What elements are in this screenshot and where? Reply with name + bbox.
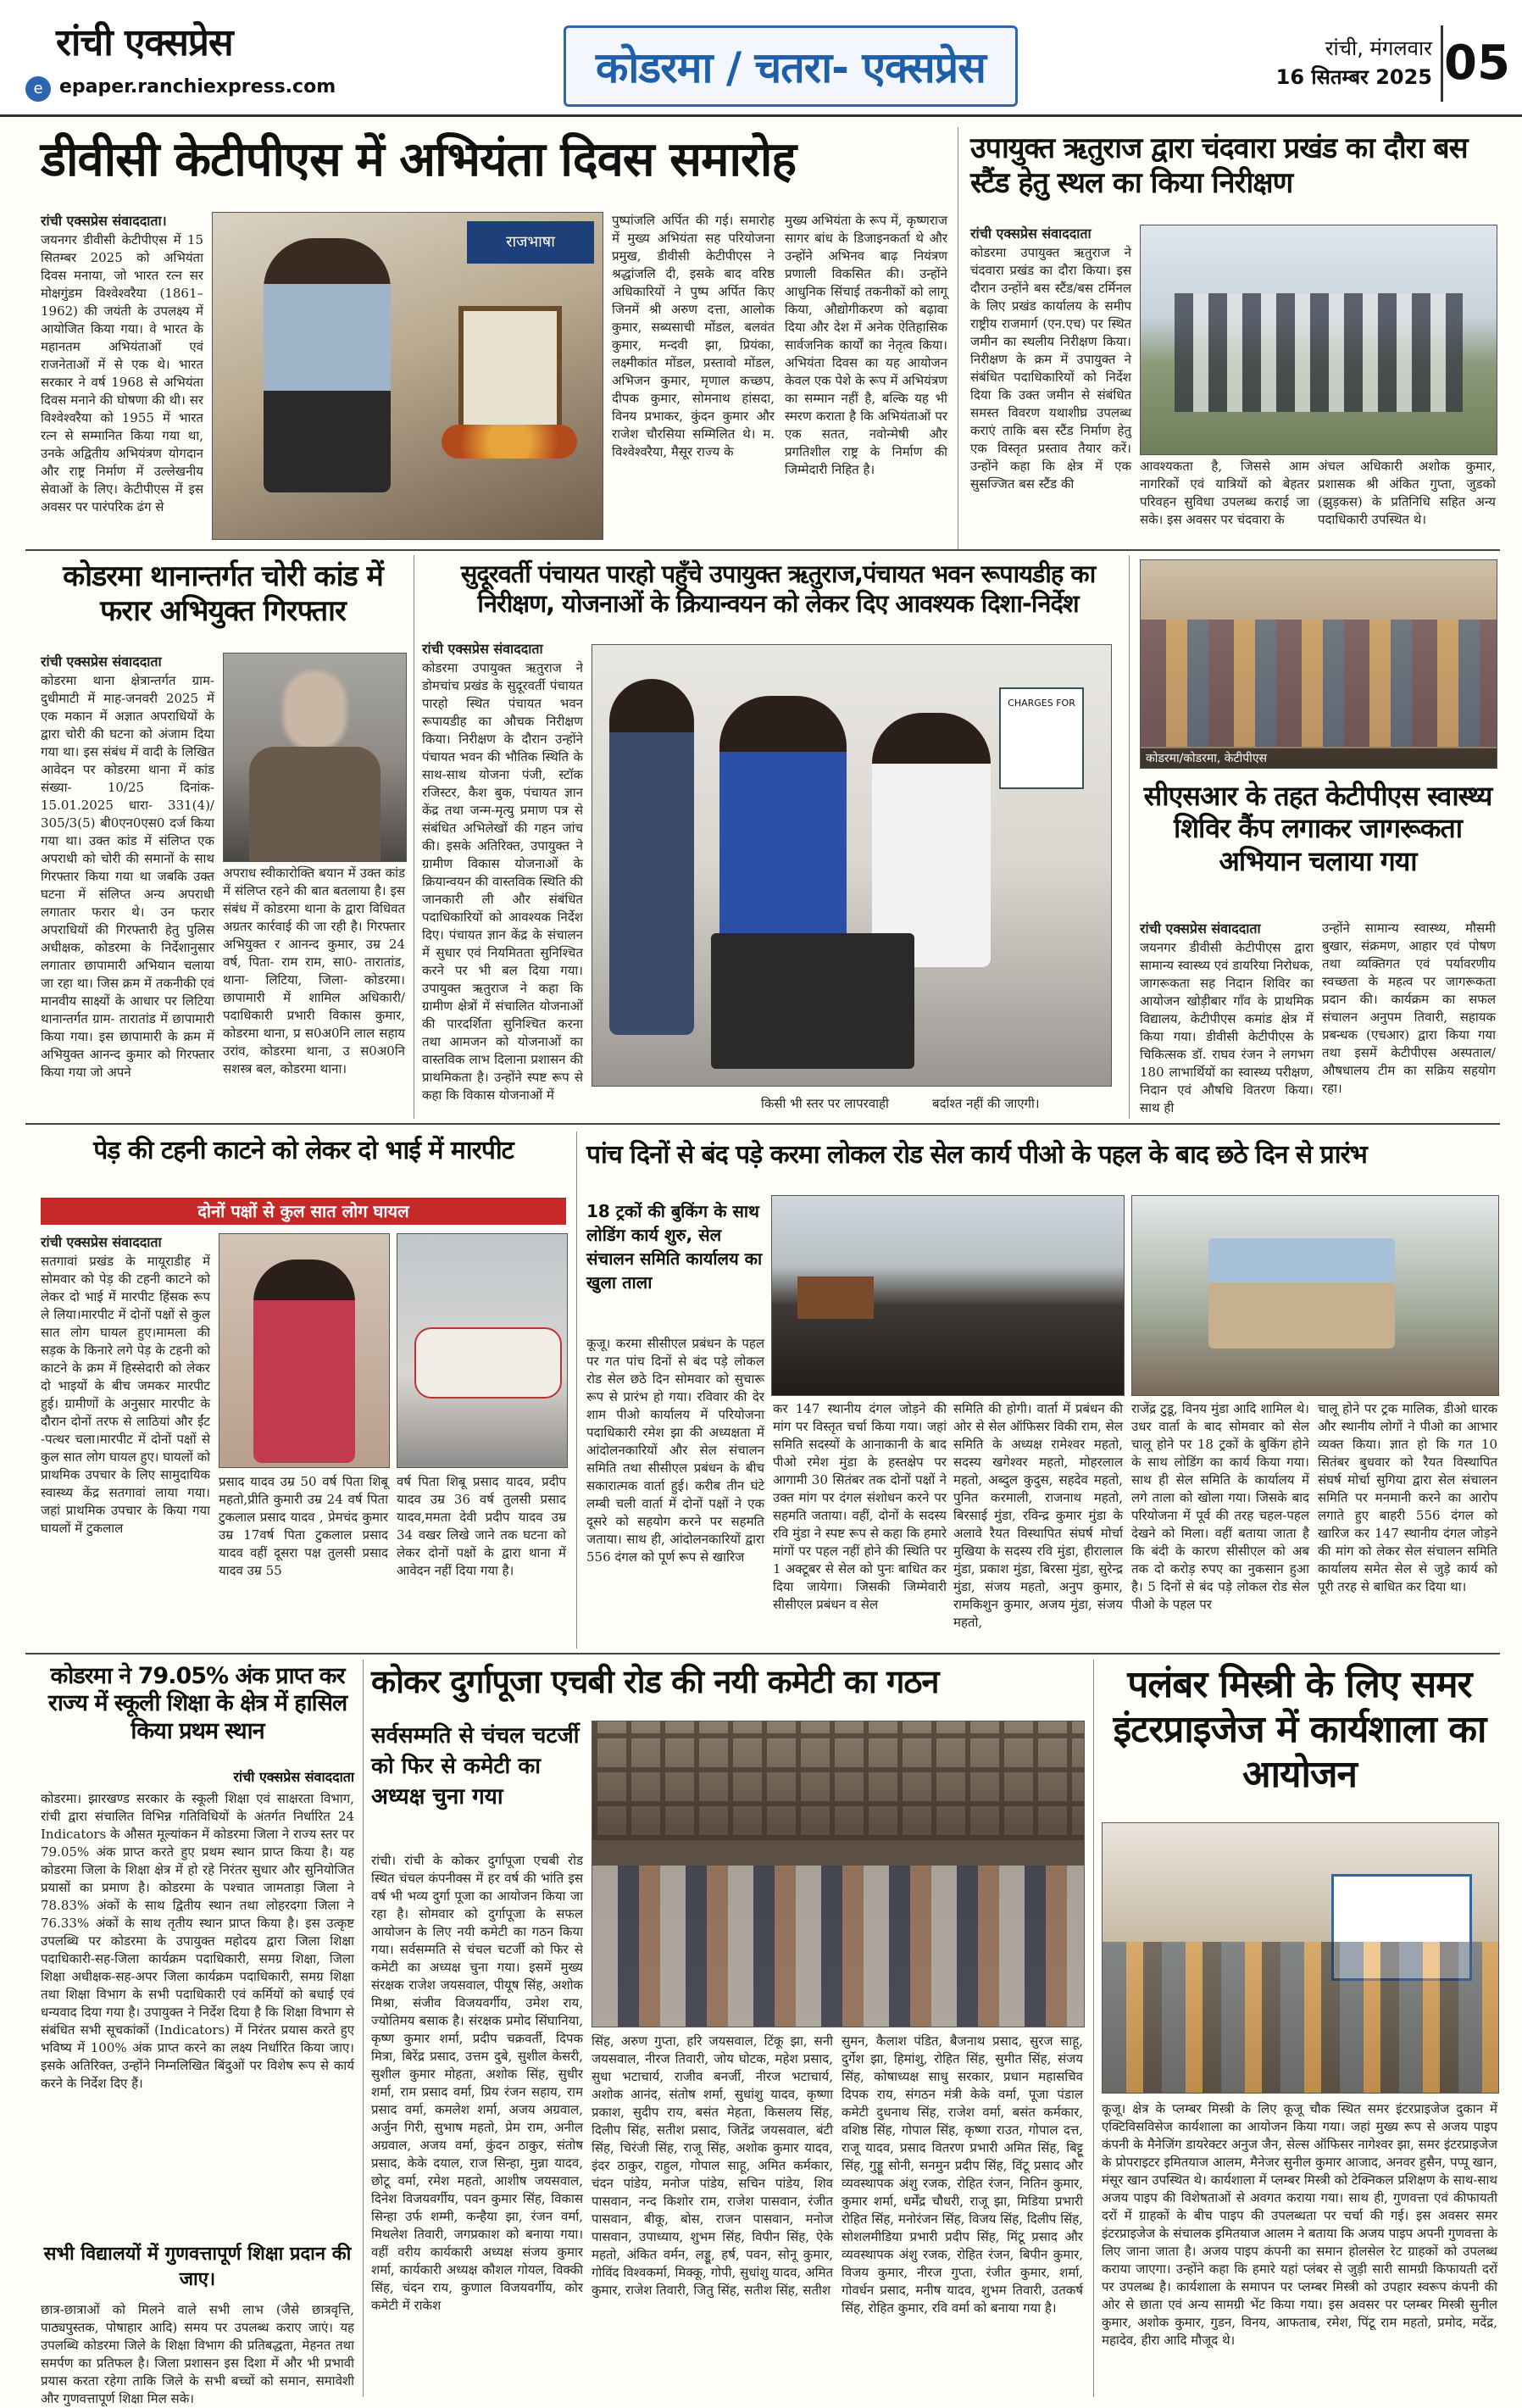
branch-col-1 (41, 1233, 210, 1644)
branch-headline: पेड़ की टहनी काटने को लेकर दो भाई में मारपीट (93, 1136, 514, 1165)
dc-visit-col-2: आवश्यकता है, जिससे आम नागरिकों एवं यात्रियों को बेहतर परिवहन सुविधा उपलब्ध कराई जा सके। इस अवसर पर चंदवारा के (1140, 459, 1309, 527)
school-text-1: कोडरमा। झारखण्ड सरकार के स्कूली शिक्षा एवं साक्षरता विभाग, रांची द्वारा संचालित विभिन्न गतिविधियों के अंतर्गत निर्धारित 24 Indicators के औसत मूल्यांकन में कोडरमा जिला ने राज्य स्तर पर 79.05% अंक प्राप्त करते हुए प्रथम स्थान प्राप्त किया है। यह कोडरमा जिला के शिक्षा क्षेत्र में हो रहे निरंतर सुधार और सुनियोजित प्रयासों का प्रमाण है। कोडरमा के पश्चात जामताड़ा जिला ने 78.83% अंकों के साथ द्वितीय स्थान तथा लोहरदगा जिला ने 76.33% अंकों के साथ तृतीय स्थान प्राप्त किया है। इस उत्कृष्ट उपलब्धि पर कोडरमा के उपायुक्त महोदय द्वारा जिला शिक्षा पदाधिकारी-सह-जिला कार्यक्रम पदाधिकारी, समग्र शिक्षा, जिला शिक्षा अधीक्षक-सह-अपर जिला कार्यक्रम पदाधिकारी, समग्र शिक्षा तथा शिक्षा विभाग के सभी पदाधिकारी एवं कर्मियों को बधाई एवं धन्यवाद दिया गया है। उपायुक्त ने निर्देश दिया है कि शिक्षा विभाग से संबंधित सभी सूचकांकों (Indicators) में निरंतर प्रयास करते हुए भविष्य में 100% अंक प्राप्त करने का लक्ष्य निर्धारित किया जाए। इसके अतिरिक्त, उन्होंने निम्नलिखित बिंदुओं पर विशेष रूप से कार्य करने के निर्देश दिए हैं। (41, 1791, 355, 2091)
plumber-text: कूजू। क्षेत्र के प्लम्बर मिस्त्री के लिए कूजू चौक स्थित समर इंटरप्राइजेज दुकान में एक्टिविसविसेज कार्यशाला का आयोजन किया गया। जहां मुख्य रूप से अजय पाइप कंपनी के मैनेजिंग डायरेक्टर अनुज जैन, सेल्स ऑफिसर नागेश्वर झा, समर इंटरप्राइजेज के प्रोपराइटर इमितयाज आलम, मैनेजर सुनील कुमार आजाद, अनवर हुसैन, पप्पू खान, मंसूर खान उपस्थित थे। कार्यशाला में प्लम्बर मिस्त्री को टेक्निकल प्रशिक्षण के साथ-साथ अजय पाइप की विशेषताओं से अवगत कराया गया। साथ ही, गुणवत्ता एवं कीफायती दरों में ग्राहकों के बीच पाइप की उपलब्धता पर चर्चा की गई। इस अवसर समर इंटरप्राइजेज के संचालक इमितयाज आलम ने बताया कि अजय पाइप अपनी गुणवत्ता के लिए जाना जाता है। अजय पाइप कंपनी का समान होलसेल रेट ग्राहकों को उपलब्ध कराया जाएगा। उन्होंने कहा कि हमारे यहां प्लंबर से जुड़ी सारी सामग्री किफायती दरों पर उपलब्ध है। कार्यशाला के समापन पर प्लम्बर मिस्त्री को उपहार स्वरूप कंपनी की ओर से छाता एवं अन्य सामग्री भेंट किया गया। इस अवसर पर प्लम्बर मिस्त्री सुनील कुमार, अशोक कुमार, गुडन, विनय, आफताब, रमेश, पिंटू राम महतो, प्रमोद, मदेंद्र, महादेव, हीरा आदि मौजूद थे। (1102, 2101, 1497, 2348)
plumbers-group (1103, 1942, 1498, 2093)
group-of-officials (1175, 293, 1463, 412)
man-on-bed (414, 1327, 562, 1399)
dc-visit-byline: रांची एक्सप्रेस संवाददाता (970, 225, 1092, 242)
epaper-url[interactable]: epaper.ranchiexpress.com (59, 76, 336, 97)
truck (797, 1276, 874, 1319)
parho-text-1: कोडरमा उपायुक्त ऋतुराज ने डोमचांच प्रखंड के सुदूरवर्ती पंचायत पारहो स्थित पंचायत भवन रूपायडीह का औचक निरीक्षण किया। निरीक्षण के दौरान उन्होंने पंचायत भवन की भौतिक स्थिति के साथ-साथ योजना पंजी, स्टॉक रजिस्टर, कैश बुक, पंचायत ज्ञान केंद्र तथा जन्म-मृत्यु प्रमाण पत्र से संबंधित अभिलेखों की गहन जांच की। इसके अतिरिक्त, उपायुक्त ने ग्रामीण विकास योजनाओं के क्रियान्वयन की वास्तविक स्थिति की जानकारी ली और संबंधित पदाधिकारियों को आवश्यक निर्देश दिए। पंचायत ज्ञान केंद्र के संचालन में सुधार एवं नियमितता सुनिश्चित करने पर भी बल दिया गया। उपायुक्त ऋतुराज ने कहा कि ग्रामीण क्षेत्रों में संचालित योजनाओं की पारदर्शिता सुनिश्चित करना तथा आमजन को योजनाओं का वास्तविक लाभ दिलाना प्रशासन की प्राथमिकता है। उन्होंने स्पष्ट रूप से कहा कि विकास योजनाओं में (422, 660, 583, 1103)
notice-poster: CHARGES FOR (999, 687, 1084, 789)
person-figure (264, 238, 391, 492)
woman-figure (253, 1260, 355, 1463)
flower-garland (442, 425, 577, 459)
durga-col-3: सुमन, कैलाश पंडित, बैजनाथ प्रसाद, सुरज साहू, दुर्गेश झा, हिमांशु, रोहित सिंह, सुमीत सिंह, संजय सिंह, कोषाध्यक्ष साधु सरकार, प्रधान महासचिव दिपक राय, संगठन मंत्री केके वर्मा, पूजा पंडाल कमेटी दुधनाथ सिंह, राजेश वर्मा, बसंत कर्मकार, वशिष्ठ सिंह, गोपाल सिंह, कृष्णा राउत, गोपाल दत्त, राजू यादव, प्रसाद वितरण प्रभारी अमित सिंह, बिट्टू सिंह, गुड्डू सोनी, सनमुन प्रदीप सिंह, विंटू प्रसाद और व्यवस्थापक अंशु रजक, रोहित रंजन, नितिन कुमार, कुमार शर्मा, धर्मेंद्र चौधरी, राजू झा, मिडिया प्रभारी रोहित सिंह, मनोरंजन सिंह, विजय सिंह, दिलीप सिंह, सोशलमीडिया प्रभारी प्रदीप सिंह, मिंटू प्रसाद और व्यवस्थापक अंशु रजक, रोहित रंजन, बिपीन कुमार, विजय कुमार, नीरज गुप्ता, रंजीत कुमार, शर्मा, गोवर्धन प्रसाद, मनीष यादव, शुभम तिवारी, उतकर्ष सिंह, रोहित कुमार, रवि वर्मा को बनाया गया है। (842, 2033, 1083, 2316)
committee-meeting-photo (592, 1721, 1085, 2027)
coal-yard-photo (771, 1195, 1125, 1396)
dvc-banner: राजभाषा (467, 221, 594, 264)
csr-photo-caption: कोडरमा/कोडरमा, केटीपीएस (1141, 748, 1497, 768)
karma-col-1: कूजू। करमा सीसीएल प्रबंधन के पहल पर गत पांच दिनों से बंद पड़े लोकल रोड सेल छठे दिन सोमवार को सुचारू रूप से प्रारंभ हो गया। रविवार की देर शाम पीओ कार्यालय में परियोजना पदाधिकारी रमेश झा की अध्यक्षता में आंदोलनकारियों और सेल संचालन समिति तथा सीसीएल प्रबंधन के बीच सकारात्मक वार्ता हुई। करीब तीन घंटे लम्बी चली वार्ता में दोनों पक्षों ने एक दूसरे को सहयोग करने पर सहमति जताया। साथ ही, आंदोलनकारियों द्वारा 556 दंगल को पूर्ण रूप से खारिज (586, 1336, 764, 1565)
parho-col-1 (422, 640, 583, 1103)
branch-col-2: प्रसाद यादव उम्र 50 वर्ष पिता शिबू महतो,प्रीति कुमारी उम्र 24 वर्ष पिता टुकलाल प्रसाद यादव , प्रेमचंद कुमार उम्र 17वर्ष पिता टुकलाल प्रसाद यादव वहीं दूसरा पक्ष तुलसी प्रसाद यादव उम्र 55 (219, 1474, 388, 1578)
workshop-photo (1102, 1822, 1499, 2094)
torso (249, 747, 380, 861)
section-header (564, 25, 1018, 107)
dc-visit-col-3: अंचल अधिकारी अशोक कुमार, प्रशासक श्री अंकित गुप्ता, जुडको (झुड़कस) के प्रतिनिधि सहित अन्य पदाधिकारी उपस्थित थे। (1318, 459, 1496, 527)
csr-headline: सीएसआर के तहत केटीपीएस स्वास्थ्य शिविर कैंप लगाकर जागरूकता अभियान चलाया गया (1143, 780, 1492, 877)
page-number: 05 (1441, 25, 1511, 102)
branch-byline: रांची एक्सप्रेस संवाददाता (41, 1234, 162, 1250)
karma-col-5: चालू होने पर ट्रक मालिक, डीओ धारक और स्थानीय लोगों ने पीओ का आभार व्यक्त किया। ज्ञात हो कि गत 10 सितंबर बुधवार को रैयत विस्थापित संघर्ष मोर्चा सुगिया द्वारा सेल संचालन समिति पर मनमानी करने का आरोप लगाते हुए बाहरी 556 दंगल को खारिज कर 147 स्थानीय दंगल जोड़ने की मांग को लेकर सेल संचालन समिति कार्यालय समेत सेल से जुड़े कार्य को पूरी तरह से बाधित कर दिया था। (1318, 1401, 1497, 1594)
dvc-byline: रांची एक्सप्रेस संवाददाता। (41, 213, 167, 229)
column-divider (576, 1132, 577, 1649)
dc-visit-photo (1140, 225, 1497, 455)
column-divider (1093, 1660, 1094, 2397)
parho-byline: रांची एक्सप्रेस संवाददाता (422, 641, 543, 657)
csr-byline: रांची एक्सप्रेस संवाददाता (1140, 920, 1261, 937)
blurred-face (283, 670, 347, 751)
globe-icon: e (25, 76, 51, 102)
scaffolding (592, 1721, 1084, 1840)
officer-white-shirt (872, 713, 991, 967)
theft-text-1: कोडरमा थाना क्षेत्रान्तर्गत ग्राम- दुधीमाटी में माह-जनवरी 2025 में एक मकान में अज्ञात अपराधियों के द्वारा चोरी की घटना को अंजाम दिया गया था। इस संबंध में वादी के लिखित आवेदन पर कोडरमा थाना में कांड संख्या- 10/25 दिनांक- 15.01.2025 धारा- 331(4)/ 305/3(5) बी0एन0एस0 दर्ज किया गया था। उक्त कांड में संलिप्त एक अपराधी को चोरी की समानों के साथ गिरफ्तार किया गया था जबकि उक्त घटना में संलिप्त अन्य अपराधी लगातार फरार थे। उन फरार अपराधियों की गिरफ्तारी हेतु पुलिस अधीक्षक, कोडरमा के निर्देशानुसार लगातार छापामारी अभियान चलाया जा रहा था। जिस क्रम में तकनीकी एवं मानवीय साक्ष्यों के आधार पर लिटिया थानान्तर्गत ग्राम- तारातांड में छापामारी किया गया। इस छापामारी के क्रम में अभियुक्त आनन्द कुमार को गिरफ्तार किया गया जो अपने (41, 673, 214, 1080)
newspaper-logo[interactable] (25, 15, 500, 104)
csr-photo (1140, 559, 1497, 769)
dvc-text-1: जयनगर डीवीसी केटीपीएस में 15 सितम्बर 2025 को अभियंता दिवस मनाया, जो भारत रत्न सर मोक्षगुंडम विश्वेश्वरैया (1861–1962) की जयंती के उपलक्ष्य में आयोजित किया गया। वे भारत के महानतम अभियंताओं एवं राजनेताओं में से एक थे। भारत सरकार ने वर्ष 1968 से अभियंता दिवस मनाने की घोषणा की थी। सर विश्वेश्वरैया को 1955 में भारत रत्न से सम्मानित किया गया था, उनके अद्वितीय अभियंत्रण योगदान और राष्ट्र निर्माण में उल्लेखनीय सेवाओं के लिए। केटीपीएस में इस अवसर पर पारंपरिक ढंग से (41, 232, 203, 514)
theft-headline: कोडरमा थानान्तर्गत चोरी कांड में फरार अभियुक्त गिरफ्तार (63, 559, 383, 628)
dvc-photo (212, 212, 603, 540)
dvc-headline: डीवीसी केटीपीएस में अभियंता दिवस समारोह (41, 132, 797, 187)
karma-col-4: राजेंद्र टुडू, विनय मुंडा आदि शामिल थे। उधर वार्ता के बाद सोमवार को सेल चालू होने पर 18 ट्रकों के बुकिंग होने के साथ लोडिंग का कार्य किया गया। साथ ही सेल समिति के कार्यालय में लगे ताला को खोला गया। जिसके बाद परियोजना में पूर्व की तरह चहल-पहल देखने को मिला। वहीं बताया जाता है कि बंदी के कारण सीसीएल को अब तक दो करोड़ रुपए का नुकसान हुआ है। 5 दिनों से बंद पड़े लोकल रोड सेल पीओ के पहल पर (1131, 1401, 1309, 1612)
dvc-col-3: मुख्य अभियंता के रूप में, कृष्णराज सागर बांध के डिजाइनकर्ता थे और उन्होंने अभिनव बाढ़ नियंत्रण प्रणाली विकसित की। उन्होंने आधुनिक सिंचाई तकनीकों को लागू किया, औद्योगीकरण को बढ़ावा दिया और देश में अनेक ऐतिहासिक सार्वजनिक कार्यों का नेतृत्व किया। अभियंता दिवस का यह आयोजन केवल एक पेशे के रूप में अभियंत्रण का सम्मान नहीं है, बल्कि यह भी स्मरण कराता है कि अभियंताओं पर एक सतत, नवोन्मेषी और प्रगतिशील राष्ट्र के निर्माण की जिम्मेदारी निहित है। (785, 213, 947, 477)
desk-laptop (711, 933, 914, 1069)
csr-col-1 (1140, 920, 1314, 1115)
karma-subhead: 18 ट्रकों की बुकिंग के साथ लोडिंग कार्य शुरु, सेल संचालन समिति कार्यालय का खुला ताला (586, 1201, 763, 1293)
karma-headline: पांच दिनों से बंद पड़े करमा लोकल रोड सेल कार्य पीओ के पहल के बाद छठे दिन से प्रारंभ (586, 1140, 1367, 1170)
parho-photo (592, 644, 1112, 1087)
branch-subbar: दोनों पक्षों से कुल सात लोग घायल (41, 1198, 566, 1225)
column-divider (1129, 555, 1130, 1119)
logo-title: रांची एक्सप्रेस (56, 21, 233, 64)
row-divider (25, 1123, 1500, 1125)
durga-col-2: सिंह, अरुण गुप्ता, हरि जयसवाल, टिंकू झा, सनी जयसवाल, नीरज तिवारी, जोय घोटक, महेश प्रसाद, सुधा भटाचार्य, राजीव बनर्जी, नीरज भटाचार्य, अशोक आनंद, संतोष शर्मा, सुधांशु यादव, कृष्णा प्रकाश, सुदीप राय, बसंत मेहता, किसलय सिंह, दिलीप सिंह, सतीश प्रसाद, जितेंद्र जयसवाल, बंटी सिंह, चिरंजी सिंह, राजू सिंह, अशोक कुमार यादव, इंदर ठाकुर, राहुल, गोपाल साहू, अमित कर्मकार, चंदन पांडेय, मनोज पांडेय, सचिन पांडेय, शिव पासवान, नन्द किशोर राम, राजेश पासवान, रंजीत पासवान, बीकू, बोस, राजन पासवान, मनोज पासवान, उपाध्याय, शुभम सिंह, विपीन सिंह, ऐके महतो, अंकित वर्मन, लड्डू, हर्ष, पवन, सोनू कुमार, गोविंद विश्वकर्मा, मिक्कू, गोपी, सुधांशु यादव, अमित कुमार, राजेश तिवारी, जितु सिंह, सतीश सिंह, सतीश (592, 2033, 833, 2298)
section-title: कोडरमा / चतरा- एक्सप्रेस (596, 43, 986, 92)
column-divider (363, 1660, 364, 2397)
parho-headline: सुदूरवर्ती पंचायत पारहो पहुँचे उपायुक्त ऋतुराज,पंचायत भवन रूपायडीह का निरीक्षण, योजनाओं के क्रियान्वयन को लेकर दिए आवश्यक दिशा-निर्देश (460, 559, 1096, 618)
school-headline: कोडरमा ने 79.05% अंक प्राप्त कर राज्य में स्कूली शिक्षा के क्षेत्र में हासिल किया प्रथम स्थान (47, 1663, 347, 1744)
city-day: रांची, मंगलवार (1325, 36, 1432, 60)
csr-text-1: जयनगर डीवीसी केटीपीएस द्वारा सामान्य स्वास्थ्य एवं डायरिया निरोधक, जागरूकता सह निदान शिविर का आयोजन खोड़ीबार गाँव के प्राथमिक विद्यालय, केटीपीएस कमांड क्षेत्र में किया गया। डीवीसी केटीपीएस के चिकित्सक डॉ. राघव रंजन ने लगभग 180 लाभार्थियों का स्वास्थ्य परीक्षण, निदान एवं औषधि वितरण किया। साथ ही (1140, 940, 1314, 1115)
injured-woman-photo (219, 1233, 390, 1468)
karma-col-2: कर 147 स्थानीय दंगल जोड़ने की मांग पर विस्तृत चर्चा किया गया। जहां समिति सदस्यों के आनाकानी के बाद पीओ रमेश मुंडा के हस्तक्षेप पर आगामी 30 सितंबर तक दोनों पक्षों ने उक्त मांग पर दंगल संशोधन करने पर सहमति जताया। वहीं, दोनों के सदस्य रवि मुंडा ने स्पष्ट रूप से कहा कि हमारे मांगों पर पहल नहीं होने की स्थिति पर 1 अक्टूबर से सेल को पुनः बाधित कर दिया जायेगा। जिसकी जिम्मेवारी सीसीएल प्रबंधन व सेल (773, 1401, 947, 1612)
issue-date: 16 सितम्बर 2025 (1275, 65, 1432, 89)
dc-visit-text-1: कोडरमा उपायुक्त ऋतुराज ने चंदवारा प्रखंड का दौरा किया। इस दौरान उन्होंने बस स्टैंड/बस टर्मिनल के लिए प्रखंड कार्यालय के समीप राष्ट्रीय राजमार्ग (एन.एच) पर स्थित जमीन का स्थलीय निरीक्षण किया। निरीक्षण के क्रम में उपायुक्त ने संबंधित पदाधिकारियों को निर्देश दिया कि उक्त जमीन से संबंधित समस्त विवरण यथाशीघ्र उपलब्ध कराएं ताकि बस स्टैंड निर्माण हेतु एक विस्तृत प्रस्ताव तैयार करें। उन्होंने कहा कि क्षेत्र में एक सुसज्जित बस स्टैंड की (970, 245, 1131, 492)
seated-members (592, 1866, 1084, 2027)
durga-subhead: सर्वसम्मति से चंचल चटर्जी को फिर से कमेटी का अध्यक्ष चुना गया (371, 1723, 580, 1810)
dvc-col-2: पुष्पांजलि अर्पित की गई। समारोह में मुख्य अभियंता सह परियोजना प्रमुख, डीवीसी केटीपीएस ने श्रद्धांजलि दी, इसके बाद वरिष्ठ अधिकारियों ने पुष्प अर्पित किए जिनमें श्री अरुण दत्ता, आलोक कुमार, सब्यसाची मोंडल, बलवंत कुमार, मन्दवी झा, प्रियंका, लक्ष्मीकांत मोंडल, प्रस्तावो मोंडल, अभिजन कुमार, मृणाल कच्छप, दीपक कुमार, सोमनाथ हांसदा, विनय प्रभाकर, कुंदन कुमार और राजेश चौरसिया सम्मिलित थे। म. विश्वेश्वरैया, मैसूर राज्य के (612, 213, 775, 459)
karma-col-3: समिति की होगी। वार्ता में प्रबंधन की ओर से सेल ऑफिसर विकी राम, सेल समिति के अध्यक्ष रामेश्वर महतो, सदस्य खगेश्वर महतो, मोहरलाल महतो, अब्दुल कुदुस, सहदेव महतो, पुनित करमाली, राजनाथ महतो, बिरसाई मुंडा, रविन्द्र कुमार मुंडा के अलावे रैयत विस्थापित संघर्ष मोर्चा मुखिया के सदस्य रवि मुंडा, हीरालाल मुंडा, प्रकाश मुंडा, बिरसा मुंडा, सुरेन्द्र मुंडा, संजय महतो, अनुप कुमार, रामकिशुन कुमार, अजय मुंडा, संजय महतो, (953, 1401, 1123, 1630)
theft-col-1 (41, 653, 214, 1115)
parho-col-2: किसी भी स्तर पर लापरवाही (761, 1096, 889, 1111)
accused-photo (223, 653, 407, 862)
injured-man-photo (397, 1233, 568, 1468)
dateline (1263, 34, 1432, 92)
row-divider (25, 1653, 1500, 1654)
official-left (609, 679, 694, 1035)
dc-visit-headline: उपायुक्त ऋतुराज द्वारा चंदवारा प्रखंड का दौरा बस स्टैंड हेतु स्थल का किया निरीक्षण (970, 131, 1468, 200)
school-subhead: सभी विद्यालयों में गुणवत्तापूर्ण शिक्षा प्रदान की जाए। (43, 2244, 352, 2290)
theft-col-2: अपराध स्वीकारोक्ति बयान में उक्त कांड में संलिप्त रहने की बात बतलाया है। इस संबंध में कोडरमा थाना के द्वारा विधिवत अग्रतर कार्रवाई की जा रही है। गिरफ्तार अभियुक्त र आनन्द कुमार, उम्र 24 वर्ष, पिता- राम राम, सा0- तारातांड, थाना- लिटिया, जिला- कोडरमा। छापामारी में शामिल अधिकारी/पदाधिकारी प्रभारी विकास कुमार, कोडरमा थाना, प्र स0अ0नि लाल सहाय उरांव, कोडरमा थाना, उ स0अ0नि सशस्त्र बल, कोडरमा थाना। (223, 865, 405, 1076)
school-text-2: छात्र-छात्राओं को मिलने वाले सभी लाभ (जैसे छात्रवृत्ति, पाठ्यपुस्तक, पोषाहार आदि) समय पर उपलब्ध कराए जाएं। यह उपलब्धि कोडरमा जिले के शिक्षा विभाग की प्रतिबद्धता, मेहनत तथा समर्पण का प्रतिफल है। जिला प्रशासन इस दिशा में और भी प्रभावी प्रयास करता रहेगा ताकि जिले के सभी बच्चों को समान, समावेशी और गुणवत्तापूर्ण शिक्षा मिल सके। (41, 2302, 354, 2406)
school-byline: रांची एक्सप्रेस संवाददाता (233, 1769, 354, 1785)
theft-byline: रांची एक्सप्रेस संवाददाता (41, 653, 162, 670)
dc-visit-col-1 (970, 225, 1131, 492)
crowd (1141, 620, 1497, 747)
dvc-col-1 (41, 212, 203, 538)
row-divider (25, 549, 1500, 551)
parked-truck (1208, 1238, 1395, 1349)
branch-text-1: सतगावां प्रखंड के मायूराडीह में सोमवार को पेड़ की टहनी काटने को लेकर दो भाई में मारपीट हिंसक रूप ले लिया।मारपीट में दोनों पक्षों से कुल सात लोग घायल हुए।मामला की सड़क के किनारे लगे पेड़ के टहनी को काटने के क्रम में हिस्सेदारी को लेकर दो भाइयों के बीच जमकर मारपीट हुई। ग्रामीणों के अनुसार मारपीट के दौरान दोनों तरफ से लाठियां और ईंट -पत्थर चला।मारपीट में दोनों पक्षों से कुल सात लोग घायल हुए। घायलों को प्राथमिक उपचार के लिए सामुदायिक स्वास्थ्य केंद्र सतगावां लाया गया। जहां प्राथमिक उपचार के किया गया घायलों में टुकलाल (41, 1254, 210, 1536)
parho-col-3: बर्दाश्त नहीं की जाएगी। (932, 1096, 1040, 1111)
portrait-frame (458, 306, 562, 443)
officer-blue-shirt (719, 696, 847, 950)
branch-col-3: वर्ष पिता शिबू प्रसाद यादव, प्रदीप यादव उम्र 36 वर्ष तुलसी प्रसाद यादव,ममता देवी प्रदीप यादव उम्र 34 वखर लिखे जाने तक घटना को लेकर दोनों पक्षों के द्वारा थाना में आवेदन नहीं दिया गया है। (397, 1474, 566, 1578)
csr-col-2: उन्होंने सामान्य स्वास्थ्य, मौसमी बुखार, संक्रमण, आहार एवं पोषण तथा व्यक्तिगत एवं पर्यावरणीय स्वच्छता के महत्व पर जागरूकता प्रदान की। कार्यक्रम का सफल संचालन अनुपम तिवारी, सहायक प्रबन्धक (एचआर) द्वारा किया गया तथा इसमें केटीपीएस अस्पताल/औषधालय टीम का सक्रिय सहयोग रहा। (1322, 920, 1496, 1096)
masthead (0, 0, 1522, 117)
truck-photo (1131, 1195, 1499, 1396)
durga-col-1: रांची। रांची के कोकर दुर्गापूजा एचबी रोड स्थित चंचल कंपनीक्स में हर वर्ष की भांति इस वर्ष भी भव्य दुर्गा पूजा का आयोजन किया जा रहा है। सोमवार को दुर्गापूजा के सफल आयोजन के लिए नयी कमेटी का गठन किया गया। सर्वसम्मति से चंचल चटर्जी को फिर से कमेटी का अध्यक्ष चुना गया। इसमें मुख्य संरक्षक राजेश जयसवाल, पीयूष सिंह, अशोक मिश्रा, संजीव विजयवर्गीय, उमेश राय, ज्योतिमय बसाक है। संरक्षक प्रमोद सिंघानिया, कृष्ण कुमार शर्मा, प्रदीप चक्रवर्ती, दिपक मित्रा, बिरेंद्र प्रसाद, उत्तम दुबे, सुशील केसरी, सुशील कुमार मोहता, अशोक सिंह, सुधीर शर्मा, राम प्रसाद वर्मा, प्रिय रंजन सहाय, राम प्रसाद वर्मा, कमलेश शर्मा, अजय अग्रवाल, अर्जुन गिरी, सुभाष महतो, प्रेम राम, अनील अग्रवाल, अजय वर्मा, कुंदन ठाकुर, संतोष प्रसाद, केके दयाल, राज सिन्हा, मुन्ना यादव, छोटू वर्मा, रमेश महतो, आशीष जयसवाल, दिनेश विजयवर्गीय, पवन कुमार सिंह, विकास सिन्हा उर्फ शम्मी, कन्हैया झा, रंजन वर्मा, मिथलेश तिवारी, जगप्रकाश को बनाया गया। वहीं वरीय कार्यकारी अध्यक्ष संजय कुमार शर्मा, कार्यकारी अध्यक्ष कौशल गोयल, विक्की सिंह, चंदन राय, कुणाल विजयवर्गीय, कोर कमेटी में राकेश (371, 1853, 583, 2313)
plumber-headline: पलंबर मिस्त्री के लिए समर इंटरप्राइजेज में कार्यशाला का आयोजन (1113, 1663, 1486, 1796)
durga-headline: कोकर दुर्गापूजा एचबी रोड की नयी कमेटी का गठन (371, 1663, 939, 1700)
